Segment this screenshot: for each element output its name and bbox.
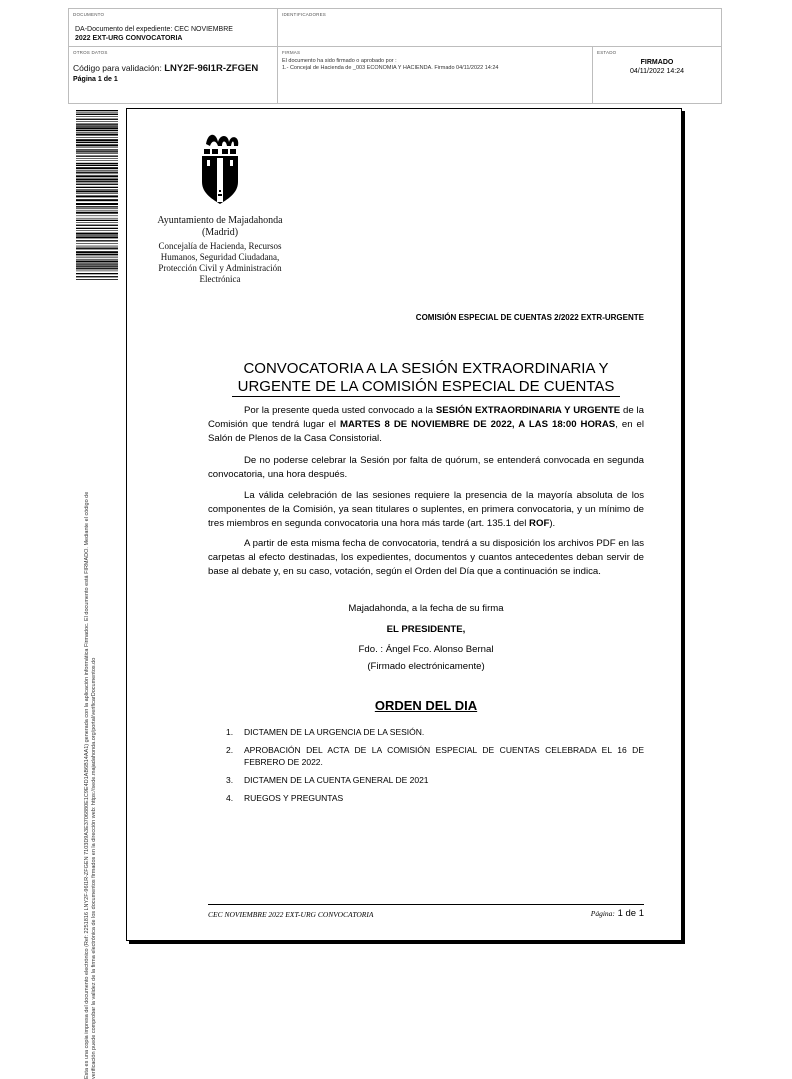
department-line2: Humanos, Seguridad Ciudadana, (160, 252, 280, 262)
agenda-list (226, 726, 644, 810)
p1-text-a: Por la presente queda usted convocado a la (244, 405, 436, 416)
p3-text-c: ). (549, 518, 556, 529)
side-verification-note (84, 159, 102, 1079)
firmas-line1: El documento ha sido firmado o aprobado por : (282, 58, 397, 64)
barcode-bar (76, 144, 118, 146)
p1-text-c: de la Comisión que tendrá lugar el (208, 405, 644, 430)
orden-del-dia-title: ORDEN DEL DIA (374, 698, 478, 713)
footer-page-number (591, 908, 644, 919)
p1-text-e: , en el Salón de Plenos de la Casa Consistorial. (208, 419, 644, 444)
majadahonda-coat-of-arms-logo (196, 130, 244, 206)
barcode-bar (76, 116, 118, 117)
footer-page-value: 1 de 1 (617, 908, 644, 919)
institution-name (144, 215, 296, 239)
barcode-bar (76, 147, 118, 148)
barcode-bar (76, 153, 118, 154)
signer-title: EL PRESIDENTE, (386, 624, 466, 635)
p3-bold-rof: ROF (529, 518, 550, 529)
barcode-bar (76, 137, 118, 138)
documento-label: DOCUMENTO (73, 12, 105, 17)
estado-cell (593, 47, 721, 103)
barcode-bar (76, 124, 118, 125)
footer-document-ref: CEC NOVIEMBRE 2022 EXT-URG CONVOCATORIA (208, 910, 374, 919)
institution-name-line: Ayuntamiento de Majadahonda (157, 215, 283, 226)
barcode-bar (76, 110, 118, 111)
footer-rule (208, 904, 644, 905)
title-underline (232, 396, 620, 397)
validation-code (73, 63, 258, 74)
validation-code-prefix: Código para validación: (73, 63, 162, 73)
otros-datos-cell (69, 47, 278, 103)
documento-value-line1: DA-Documento del expediente: CEC NOVIEMBRE (75, 26, 233, 33)
documento-value-line2: 2022 EXT-URG CONVOCATORIA (75, 35, 183, 42)
barcode-bar (76, 139, 118, 141)
paragraph-validity (208, 489, 644, 531)
comision-reference: COMISIÓN ESPECIAL DE CUENTAS 2/2022 EXTR-URGENTE (415, 313, 644, 322)
barcode-bar (76, 113, 118, 114)
paragraph-quorum: De no poderse celebrar la Sesión por falta de quórum, se entenderá convocada en segunda convocatoria, una hora después. (208, 455, 644, 480)
institution-region: (Madrid) (201, 227, 239, 238)
otros-label: OTROS DATOS (73, 50, 108, 55)
barcode-bar (76, 119, 118, 120)
agenda-item (226, 744, 644, 768)
firmas-cell (278, 47, 593, 103)
agenda-item-text: DICTAMEN DE LA CUENTA GENERAL DE 2021 (244, 775, 429, 785)
agenda-item (226, 726, 644, 738)
identificadores-label: IDENTIFICADORES (282, 12, 327, 17)
barcode-bar (76, 149, 118, 150)
agenda-item-number: 3. (226, 775, 234, 785)
page-count: Página 1 de 1 (73, 76, 118, 83)
signature-header (68, 8, 722, 104)
estado-value: FIRMADO (640, 59, 674, 66)
agenda-item (226, 792, 644, 804)
agenda-item-number: 1. (226, 727, 234, 737)
signed-note: (Firmado electrónicamente) (367, 661, 485, 672)
agenda-item (226, 774, 644, 786)
firmas-label: FIRMAS (282, 50, 301, 55)
title-line1: CONVOCATORIA A LA SESIÓN EXTRAORDINARIA Y (243, 360, 609, 377)
barcode-bar (76, 134, 118, 136)
signer-name: Fdo. : Ángel Fco. Alonso Bernal (358, 644, 494, 655)
side-note-line2: verificación puede comprobar la validez de la firma electrónica de los documentos firmados en la dirección web: https://sede.majadahonda.org/portal/verificarDocumentos.do (90, 657, 97, 1079)
identificadores-cell (278, 9, 721, 47)
footer-page-label: Página: (590, 909, 615, 918)
place-date: Majadahonda, a la fecha de su firma (348, 603, 504, 614)
agenda-item-number: 2. (226, 745, 234, 755)
barcode-bar (76, 151, 118, 152)
side-note-line1: Esta es una copia impresa del documento electrónico (Ref: 2251816 LNY2F-96I1R-ZFGEN 7103D9A3E3706880E1C9E4D1AB6B14AA1) generada con la aplicación informática Firmadoc. El documento está FIRMADO. Mediante el código de (84, 491, 90, 1079)
firmas-line2: 1.- Concejal de Hacienda de _003 ECONOMIA Y HACIENDA. Firmado 04/11/2022 14:24 (282, 65, 499, 71)
barcode-bar (76, 130, 118, 131)
barcode-bar (76, 132, 118, 133)
barcode-bar (76, 114, 118, 115)
documento-cell (69, 9, 278, 47)
agenda-item-text: RUEGOS Y PREGUNTAS (244, 793, 344, 803)
agenda-item-number: 4. (226, 793, 234, 803)
barcode-bar (76, 156, 118, 157)
department-name (144, 241, 296, 285)
validation-code-value: LNY2F-96I1R-ZFGEN (164, 63, 259, 74)
department-line1: Concejalía de Hacienda, Recursos (158, 241, 282, 251)
p3-text-a: La válida celebración de las sesiones requiere la presencia de la mayoría absoluta de los componentes de la Comisión, ya sean titulares o suplentes, en primera convocatoria, y un mínimo de tres miembros en segunda convocatoria una hora más tarde (art. 135.1 del (208, 490, 644, 529)
department-line3: Protección Civil y Administración (158, 263, 282, 273)
agenda-item-text: DICTAMEN DE LA URGENCIA DE LA SESIÓN. (244, 727, 425, 737)
department-line4: Electrónica (199, 274, 241, 284)
documento-value (75, 25, 233, 43)
paragraph-documents: A partir de esta misma fecha de convocatoria, tendrá a su disposición los archivos PDF en las carpetas al efecto destinadas, los expedientes, documentos y cuantos antecedentes deban servir de base al debate y, en su caso, votación, según el Orden del Día que a continuación se indica. (208, 538, 644, 577)
estado-date: 04/11/2022 14:24 (630, 68, 684, 75)
p1-bold-date: MARTES 8 DE NOVIEMBRE DE 2022, A LAS 18:00 HORAS (340, 419, 616, 430)
barcode-bar (76, 142, 118, 143)
title-line2: URGENTE DE LA COMISIÓN ESPECIAL DE CUENTAS (237, 378, 615, 395)
barcode-bar (76, 121, 118, 122)
document-title (206, 360, 646, 396)
barcode-bar (76, 125, 118, 126)
paragraph-convocation (208, 404, 644, 446)
agenda-item-text: APROBACIÓN DEL ACTA DE LA COMISIÓN ESPECIAL DE CUENTAS CELEBRADA EL 16 DE FEBRERO DE 2022. (244, 745, 644, 767)
estado-label: ESTADO (597, 50, 617, 55)
p1-bold-session: SESIÓN EXTRAORDINARIA Y URGENTE (435, 405, 621, 416)
barcode-bar (76, 127, 118, 129)
